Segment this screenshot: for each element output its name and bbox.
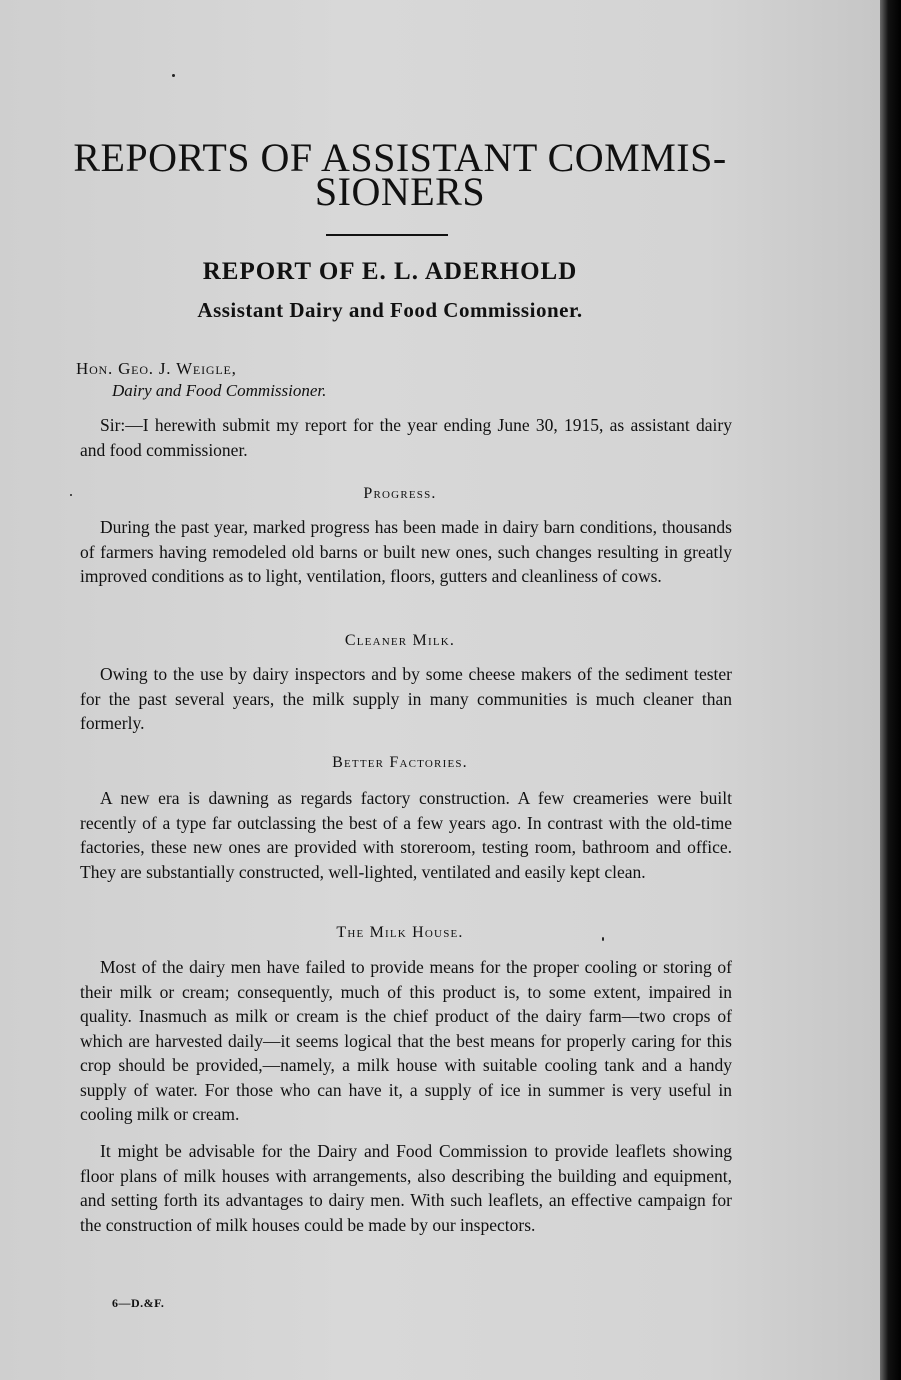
section-paragraph-milk-house-2: It might be advisable for the Dairy and Food Commission to provide leaflets showing floor plans of milk houses with arrangements, also describing the building and equipment, and setting forth its advantages to dairy men. With such leaflets, an effective campaign for the construction of milk houses could be made by our inspectors.	[80, 1141, 732, 1235]
addressee-name: Hon. Geo. J. Weigle,	[76, 359, 237, 378]
section-paragraph-progress: During the past year, marked progress has been made in dairy barn conditions, thousands of farmers having remodeled old barns or built new ones, such changes resulting in greatly improved conditions as to light, ventilation, floors, gutters and cleanliness of cows.	[80, 517, 732, 586]
page-title-line-1: REPORTS OF ASSISTANT COMMIS-	[73, 135, 727, 180]
addressee-title: Dairy and Food Commissioner.	[112, 381, 327, 400]
page-edge-shadow	[880, 0, 901, 1380]
section-paragraph-cleaner-milk: Owing to the use by dairy inspectors and by some cheese makers of the sediment tester for the past several years, the milk supply in many communities is much cleaner than formerly.	[80, 664, 732, 733]
title-divider	[326, 234, 448, 236]
section-heading-progress: Progress.	[363, 485, 437, 502]
print-speck	[70, 494, 72, 496]
section-heading-milk-house: The Milk House.	[336, 924, 464, 941]
report-heading: REPORT OF E. L. ADERHOLD	[202, 258, 578, 285]
salutation-paragraph: Sir:—I herewith submit my report for the year ending June 30, 1915, as assistant dairy and food commissioner.	[80, 415, 732, 460]
page-title-line-2: SIONERS	[314, 169, 486, 214]
signature-mark: 6—D.&F.	[112, 1296, 165, 1310]
section-paragraph-better-factories: A new era is dawning as regards factory construction. A few creameries were built recently of a type far outclassing the best of a few years ago. In contrast with the old-time factories, these new ones are provided with storeroom, testing room, bathroom and office. They are substantially constructed, well-lighted, ventilated and easily kept clean.	[80, 788, 732, 882]
section-heading-cleaner-milk: Cleaner Milk.	[344, 632, 456, 649]
print-speck	[172, 74, 175, 77]
section-heading-better-factories: Better Factories.	[332, 754, 468, 771]
report-subheading: Assistant Dairy and Food Commissioner.	[197, 298, 583, 322]
section-paragraph-milk-house-1: Most of the dairy men have failed to provide means for the proper cooling or storing of their milk or cream; consequently, much of this product is, to some extent, impaired in quality. Inasmuch as milk or cream is the chief product of the dairy farm—two crops of which are harvested daily—it seems logical that the best means for properly caring for this crop should be provided,—namely, a milk house with suitable cooling tank and a handy supply of water. For those who can have it, a supply of ice in summer is very useful in cooling milk or cream.	[80, 957, 732, 1124]
